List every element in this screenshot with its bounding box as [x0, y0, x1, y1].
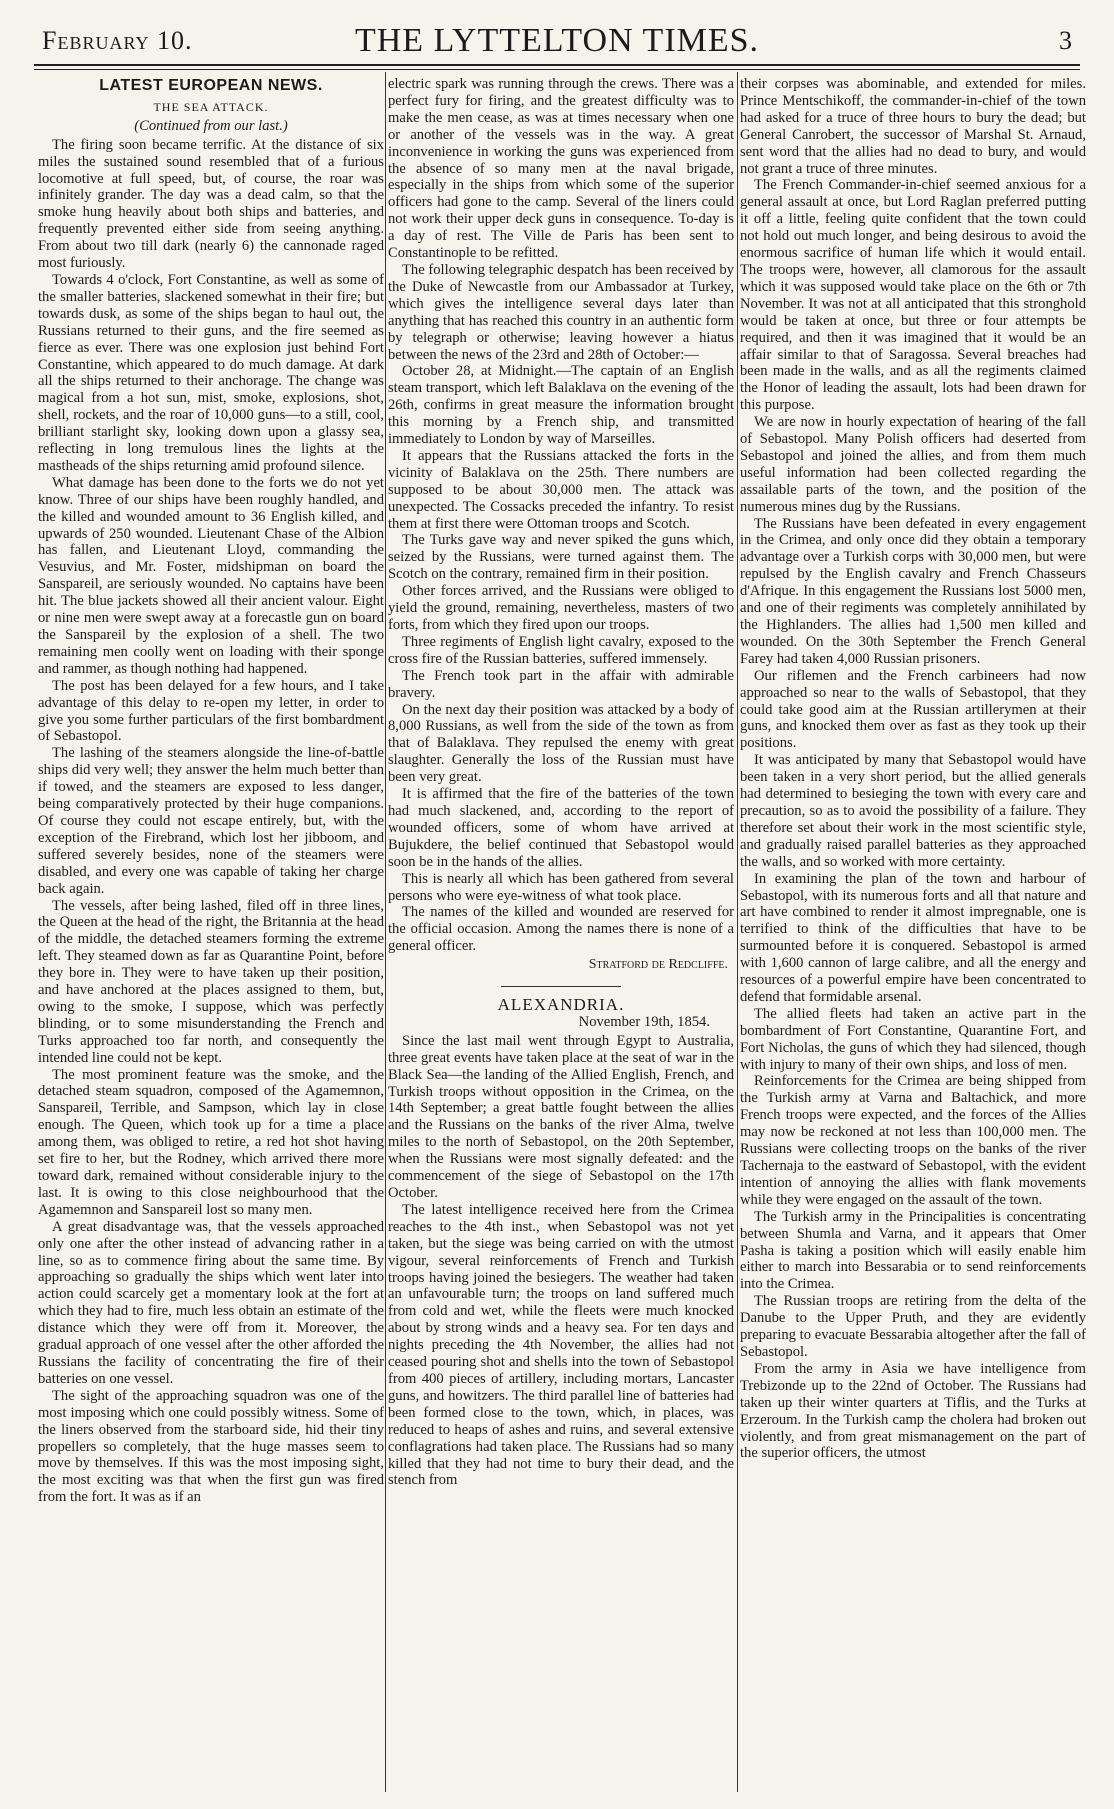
- paragraph: electric spark was running through the crews. There was a perfect fury for firing, and the greatest difficulty was to make the men cease, as was at times necessary when one or another of the vessels was in the way. A great inconvenience in working the guns was experienced from the absence of so many men at the naval brigade, especially in the ships from which some of the superior officers had gone to the camp. Several of the liners could not work their upper deck guns in consequence. To-day is a day of rest. The Ville de Paris has been sent to Constantinople to be refitted.: [388, 76, 734, 262]
- paragraph: The names of the killed and wounded are reserved for the official occasion. Among the names there is none of a general officer.: [388, 904, 734, 955]
- paragraph: From the army in Asia we have intelligence from Trebizonde up to the 22nd of October. The Russians had taken up their winter quarters at Tiflis, and the Turks at Erzeroum. In the Turkish camp the cholera had broken out violently, and from great mismanagement on the part of the superior officers, the utmost: [740, 1360, 1086, 1462]
- masthead-rule-thin: [34, 69, 1080, 70]
- paragraph: Since the last mail went through Egypt to Australia, three great events have taken place at the seat of war in the Black Sea—the landing of the Allied English, French, and Turkish troops without opposition in the Crimea, on the 14th September; a great battle fought between the allies and the Russians on the banks of the river Alma, twelve miles to the north of Sebastopol, on the 20th September, when the Russians were most signally defeated: and the commencement of the siege of Sebastopol on the 17th October.: [388, 1032, 734, 1201]
- masthead: [34, 20, 1080, 60]
- paragraph: The firing soon became terrific. At the distance of six miles the sustained sound resembled that of a furious locomotive at full speed, but, of course, the roar was infinitely grander. The day was a dead calm, so that the smoke hung heavily about both ships and batteries, and frequently prevented either side from seeing anything. From about two till dark (nearly 6) the cannonade raged most furiously.: [38, 136, 384, 272]
- paragraph: their corpses was abominable, and extended for miles. Prince Mentschikoff, the commander-in-chief of the town had asked for a truce of three hours to bury the dead; but General Canrobert, the successor of Marshal St. Arnaud, sent word that the allies had no dead to bury, and would not grant a truce of three minutes.: [740, 76, 1086, 177]
- column-divider: [385, 72, 386, 1792]
- dateline: November 19th, 1854.: [578, 1013, 710, 1030]
- paragraph: Reinforcements for the Crimea are being shipped from the Turkish army at Varna and Baltachick, and more French troops were expected, and the forces of the Allies may now be reckoned at not less than 100,000 men. The Russians were collecting troops on the banks of the river Tachernaja to the eastward of Sebastopol, with the evident intention of annoying the allies with flank movements while they were engaged on the assault of the town.: [740, 1073, 1086, 1208]
- paragraph: The latest intelligence received here from the Crimea reaches to the 4th inst., when Sebastopol was not yet taken, but the siege was being carried on with the utmost vigour, several reinforcements of French and Turkish troops having joined the besiegers. The weather had taken an unfavourable turn; the troops on land suffered much from cold and wet, while the fleets were much knocked about by strong winds and a heavy sea. For ten days and nights preceding the 4th November, the allies had not ceased pouring shot and shells into the town of Sebastopol from 400 pieces of artillery, including mortars, Lancaster guns, and howitzers. The third parallel line of batteries had been formed close to the town, which, in places, was reduced to heaps of ashes and ruins, and several extensive conflagrations had taken place. The Russians had so many killed that they had not time to bury their dead, and the stench from: [388, 1201, 734, 1489]
- section-separator: [501, 986, 621, 987]
- paragraph: Three regiments of English light cavalry, exposed to the cross fire of the Russian batteries, suffered immensely.: [388, 633, 734, 667]
- paragraph: On the next day their position was attacked by a body of 8,000 Russians, as well from the side of the town as from that of Balaklava. They repulsed the enemy with great slaughter. Generally the loss of the Russian must have been very great.: [388, 701, 734, 786]
- signature: Stratford de Redcliffe.: [588, 957, 728, 973]
- page-number: 3: [1059, 26, 1072, 55]
- paragraph: In examining the plan of the town and harbour of Sebastopol, with its numerous forts and all that nature and art have combined to render it almost impregnable, one is terrified to think of the difficulties that have to be surmounted before it is conquered. Sebastopol is armed with 1,600 cannon of large calibre, and all the energy and resources of a powerful empire have been concentrated to defend that formidable arsenal.: [740, 870, 1086, 1005]
- paragraph: The Russians have been defeated in every engagement in the Crimea, and only once did they obtain a temporary advantage over a Turkish corps with 30,000 men, but were repulsed by the English cavalry and French Chasseurs d'Afrique. In this engagement the Russians lost 5000 men, and one of their regiments was completely annihilated by the Highlanders. The allies had 1,500 men killed and wounded. On the 30th September the French General Farey had taken 4,000 Russian prisoners.: [740, 515, 1086, 667]
- paragraph: The lashing of the steamers alongside the line-of-battle ships did very well; they answer the helm much better than if towed, and the steamers are exposed to less danger, being comparatively protected by their huge companions. Of course they could not escape entirely, but, with the exception of the Firebrand, which lost her jibboom, and suffered severely besides, none of the steamers were disabled, and every one was capable of taking her charge back again.: [38, 745, 384, 897]
- paragraph: The most prominent feature was the smoke, and the detached steam squadron, composed of the Agamemnon, Sanspareil, Terrible, and Sampson, which lay in close enough. The Queen, which took up for a time a place among them, was obliged to retire, a red hot shot having set fire to her, but the Rodney, which arrived there more toward dark, remained without considerable injury to the last. It is owing to this close neighbourhood that the Agamemnon and Sanspareil lost so many men.: [38, 1066, 384, 1218]
- masthead-rule-thick: [34, 64, 1080, 66]
- issue-date: February 10.: [42, 26, 193, 55]
- column-divider: [737, 72, 738, 1792]
- paragraph: Towards 4 o'clock, Fort Constantine, as well as some of the smaller batteries, slackened somewhat in their fire; but towards dusk, as some of the ships began to haul out, the Russians returned to their guns, and the fire seemed as fierce as ever. There was one explosion just behind Fort Constantine, which appeared to do much damage. At dark all the ships returned to their anchorage. The change was magical from a hot sun, mist, smoke, explosions, shot, shell, rockets, and the roar of 10,000 guns—to a still, cool, brilliant starlight sky, looking down upon a glassy sea, reflecting in long tremulous lines the lights at the mastheads of the ships returning amid profound silence.: [38, 271, 384, 474]
- paragraph: Other forces arrived, and the Russians were obliged to yield the ground, remaining, nevertheless, masters of two forts, from which they fired upon our troops.: [388, 583, 734, 633]
- paragraph: It appears that the Russians attacked the forts in the vicinity of Balaklava on the 25th. There numbers are supposed to be about 30,000 men. The attack was unexpected. The Cossacks preceded the infantry. To resist them at first there were Ottoman troops and Scotch.: [388, 447, 734, 532]
- paragraph: The French took part in the affair with admirable bravery.: [388, 667, 734, 701]
- paragraph: The vessels, after being lashed, filed off in three lines, the Queen at the head of the right, the Britannia at the head of the middle, the detached steamers forming the extreme left. They steamed down as far as Quarantine Point, before they bore in. They were to have taken up their position, and have anchored at the places assigned to them, but, owing to the smoke, I suppose, which was perfectly blinding, or to some misunderstanding the French and Turks approached too far north, and consequently the intended line could not be kept.: [38, 897, 384, 1066]
- column-3: [740, 76, 1086, 1788]
- article-headline: LATEST EUROPEAN NEWS.: [99, 77, 323, 94]
- paragraph: The post has been delayed for a few hours, and I take advantage of this delay to re-open my letter, in order to give you some further particulars of the first bombardment of Sebastopol.: [38, 677, 384, 745]
- paragraph: The Turks gave way and never spiked the guns which, seized by the Russians, were turned against them. The Scotch on the contrary, remained firm in their position.: [388, 532, 734, 583]
- paragraph: It was anticipated by many that Sebastopol would have been taken in a very short period, but the allied generals had determined to besieging the town with every care and precaution, so as to avoid the possibility of a failure. They therefore set about their work in the most scientific style, and gradually raised parallel batteries as they approached the walls, and so worked with more certainty.: [740, 752, 1086, 870]
- paragraph: The sight of the approaching squadron was one of the most imposing which one could possibly witness. Some of the liners observed from the starboard side, hid their tiny propellers so completely, that the huge masses seem to move by themselves. If this was the most imposing sight, the most exciting was that when the first gun was fired from the fort. It was as if an: [38, 1387, 384, 1506]
- paragraph: What damage has been done to the forts we do not yet know. Three of our ships have been roughly handled, and the killed and wounded amount to 36 English killed, and upwards of 250 wounded. Lieutenant Chase of the Albion has fallen, and Lieutenant Lloyd, commanding the Vesuvius, and Mr. Foster, midshipman on board the Sanspareil, are seriously wounded. No captains have been hit. The blue jackets showed all their ancient valour. Eight or nine men were swept away at a forecastle gun on board the Sanspareil by the explosion of a shell. The two remaining men coolly went on loading with their sponge and rammer, as though nothing had happened.: [38, 474, 384, 677]
- paragraph: It is affirmed that the fire of the batteries of the town had much slackened, and, according to the report of wounded officers, some of whom have arrived at Bujukdere, the belief continued that Sebastopol would soon be in the hands of the allies.: [388, 786, 734, 870]
- paragraph: The allied fleets had taken an active part in the bombardment of Fort Constantine, Quarantine Fort, and Fort Nicholas, the guns of which they had silenced, though with injury to many of their own ships, and loss of men.: [740, 1005, 1086, 1073]
- paragraph: Our riflemen and the French carbineers had now approached so near to the walls of Sebastopol, that they could take good aim at the Russian artillerymen at their guns, and knocked them over as fast as they took up their positions.: [740, 667, 1086, 752]
- newspaper-title: THE LYTTELTON TIMES.: [354, 22, 760, 59]
- paragraph: The Turkish army in the Principalities is concentrating between Shumla and Varna, and it appears that Omer Pasha is taking a position which will easily enable him either to march into Bessarabia or to send reinforcements into the Crimea.: [740, 1208, 1086, 1293]
- column-2: [388, 76, 734, 1788]
- column-1: [38, 76, 384, 1788]
- section-title: ALEXANDRIA.: [497, 995, 625, 1015]
- paragraph: The following telegraphic despatch has been received by the Duke of Newcastle from our Ambassador at Turkey, which gives the intelligence several days later than anything that has reached this country in an authentic form by telegraph or otherwise; leaving however a hiatus between the news of the 23rd and 28th of October:—: [388, 261, 734, 363]
- paragraph: We are now in hourly expectation of hearing of the fall of Sebastopol. Many Polish officers had deserted from Sebastopol and joined the allies, and from them much useful information had been collected regarding the assailable parts of the town, and the position of the numerous mines dug by the Russians.: [740, 414, 1086, 515]
- paragraph: A great disadvantage was, that the vessels approached only one after the other instead of advancing rather in a line, so as to commence firing about the same time. By approaching so gradually the ships which went later into action could scarcely get a momentary look at the fort at which they had to fire, much less obtain an estimate of the distance which they were off from it. Moreover, the gradual approach of one vessel after the other afforded the Russians the facility of concentrating the fire of their batteries on one vessel.: [38, 1218, 384, 1387]
- paragraph: This is nearly all which has been gathered from several persons who were eye-witness of what took place.: [388, 870, 734, 904]
- paragraph: The Russian troops are retiring from the delta of the Danube to the Upper Pruth, and they are evidently preparing to evacuate Bessarabia altogether after the fall of Sebastopol.: [740, 1293, 1086, 1360]
- continued-note: (Continued from our last.): [134, 117, 288, 134]
- paragraph: October 28, at Midnight.—The captain of an English steam transport, which left Balaklava on the evening of the 26th, confirms in great measure the information brought this morning by a French ship, and transmitted immediately to London by way of Marseilles.: [388, 363, 734, 448]
- paragraph: The French Commander-in-chief seemed anxious for a general assault at once, but Lord Raglan preferred putting it off a little, feeling quite confident that the town could not hold out much longer, and being desirous to avoid the enormous sacrifice of human life which it would entail. The troops were, however, all clamorous for the assault which it was supposed would take place on the 6th or 7th November. It was not at all anticipated that this stronghold would be taken at once, but three or four attempts be required, and then it was imagined that it would be an affair similar to that of Saragossa. Several breaches had been made in the walls, and as all the regiments claimed the Honor of leading the assault, lots had been drawn for this purpose.: [740, 177, 1086, 414]
- article-subhead: THE SEA ATTACK.: [153, 99, 269, 114]
